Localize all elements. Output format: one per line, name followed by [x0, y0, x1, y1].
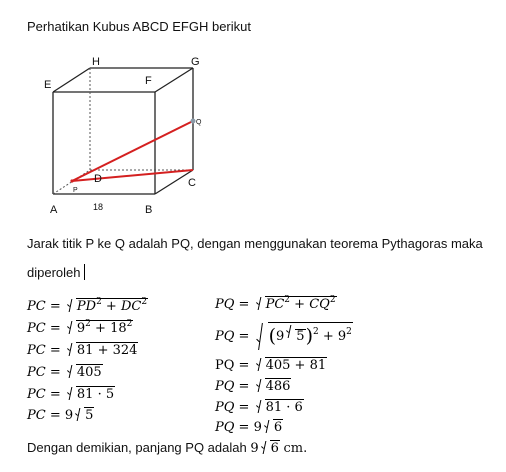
paragraph-line-2 — [27, 264, 85, 280]
point-p — [70, 179, 73, 182]
right-step-6: PQ = 9 6 — [215, 420, 283, 435]
left-step-1-eq: = — [49, 299, 61, 314]
label-g: G — [191, 56, 200, 68]
left-step-5-lhs: PC — [27, 387, 46, 402]
conclusion-line: Dengan demikian, panjang PQ adalah 9 6 cm. — [27, 440, 308, 456]
right-step-6-eq: = — [238, 420, 250, 435]
label-edge-length: 18 — [93, 202, 104, 212]
sqrt-symbol: 5 — [75, 407, 94, 423]
left-step-4-eq: = — [49, 365, 61, 380]
label-a: A — [50, 204, 58, 216]
right-step-4-eq: = — [238, 379, 250, 394]
intro-text: Perhatikan Kubus ABCD EFGH berikut — [27, 19, 251, 34]
right-step-2-eq: = — [238, 329, 250, 344]
label-b: B — [145, 204, 153, 216]
left-step-6-lhs: PC — [27, 408, 46, 423]
right-step-1-lhs: PQ — [215, 297, 235, 312]
conclusion-unit: cm. — [283, 441, 308, 456]
edge-fg — [155, 68, 193, 92]
sqrt-symbol: $9^2 + 18^2$ — [67, 320, 133, 336]
left-step-5 — [27, 386, 115, 402]
left-step-6: PC = 9 5 — [27, 408, 94, 423]
sqrt-symbol: 81 · 5 — [67, 386, 115, 402]
left-step-4 — [27, 364, 103, 380]
right-step-4 — [215, 378, 291, 394]
right-step-3 — [215, 357, 327, 373]
left-step-2-eq: = — [49, 321, 61, 336]
label-q: Q — [196, 119, 202, 126]
right-step-6-lhs: PQ — [215, 420, 235, 435]
sqrt-symbol: 81 · 6 — [256, 399, 304, 415]
right-step-2-lhs: PQ — [215, 329, 235, 344]
label-p: P — [73, 187, 78, 194]
left-step-1-lhs: PC — [27, 299, 46, 314]
label-h: H — [92, 56, 100, 68]
sqrt-symbol: 6 — [261, 440, 280, 456]
left-step-2 — [27, 320, 133, 336]
sqrt-symbol: 486 — [256, 378, 292, 394]
label-e: E — [44, 79, 52, 91]
right-step-1-eq: = — [238, 297, 250, 312]
point-q — [191, 119, 196, 124]
label-f: F — [145, 75, 152, 87]
paragraph-line-2-text: diperoleh — [27, 265, 81, 280]
sqrt-symbol: $PC^2 + CQ^2$ — [256, 296, 337, 312]
left-step-6-eq: = — [49, 408, 61, 423]
label-c: C — [188, 177, 196, 189]
right-step-4-lhs: PQ — [215, 379, 235, 394]
left-step-4-lhs: PC — [27, 365, 46, 380]
right-step-3-eq: = — [238, 358, 250, 373]
right-step-5-lhs: PQ — [215, 400, 235, 415]
left-step-3-eq: = — [49, 343, 61, 358]
sqrt-symbol: 6 — [264, 419, 283, 435]
conclusion-prefix: Dengan demikian, panjang PQ adalah — [27, 440, 247, 455]
sqrt-symbol: $PD^2 + DC^2$ — [67, 298, 148, 314]
left-step-3 — [27, 342, 138, 358]
right-step-5-eq: = — [238, 400, 250, 415]
cube-diagram — [0, 0, 506, 230]
right-step-3-lhs: PQ — [215, 358, 235, 373]
sqrt-symbol: (9 $5)^2 + 9^2$ — [256, 322, 353, 350]
text-cursor — [84, 264, 85, 280]
paragraph-line-1: Jarak titik P ke Q adalah PQ, dengan menggunakan teorema Pythagoras maka — [27, 236, 483, 251]
right-step-2 — [215, 322, 353, 350]
sqrt-symbol: 81 + 324 — [67, 342, 139, 358]
right-step-5 — [215, 399, 304, 415]
right-step-1 — [215, 296, 337, 312]
label-d: D — [94, 173, 102, 185]
edge-eh — [53, 68, 90, 92]
left-step-3-lhs: PC — [27, 343, 46, 358]
sqrt-symbol: 405 + 81 — [256, 357, 328, 373]
left-step-2-lhs: PC — [27, 321, 46, 336]
left-step-1 — [27, 298, 148, 314]
sqrt-symbol: 405 — [67, 364, 103, 380]
left-step-5-eq: = — [49, 387, 61, 402]
